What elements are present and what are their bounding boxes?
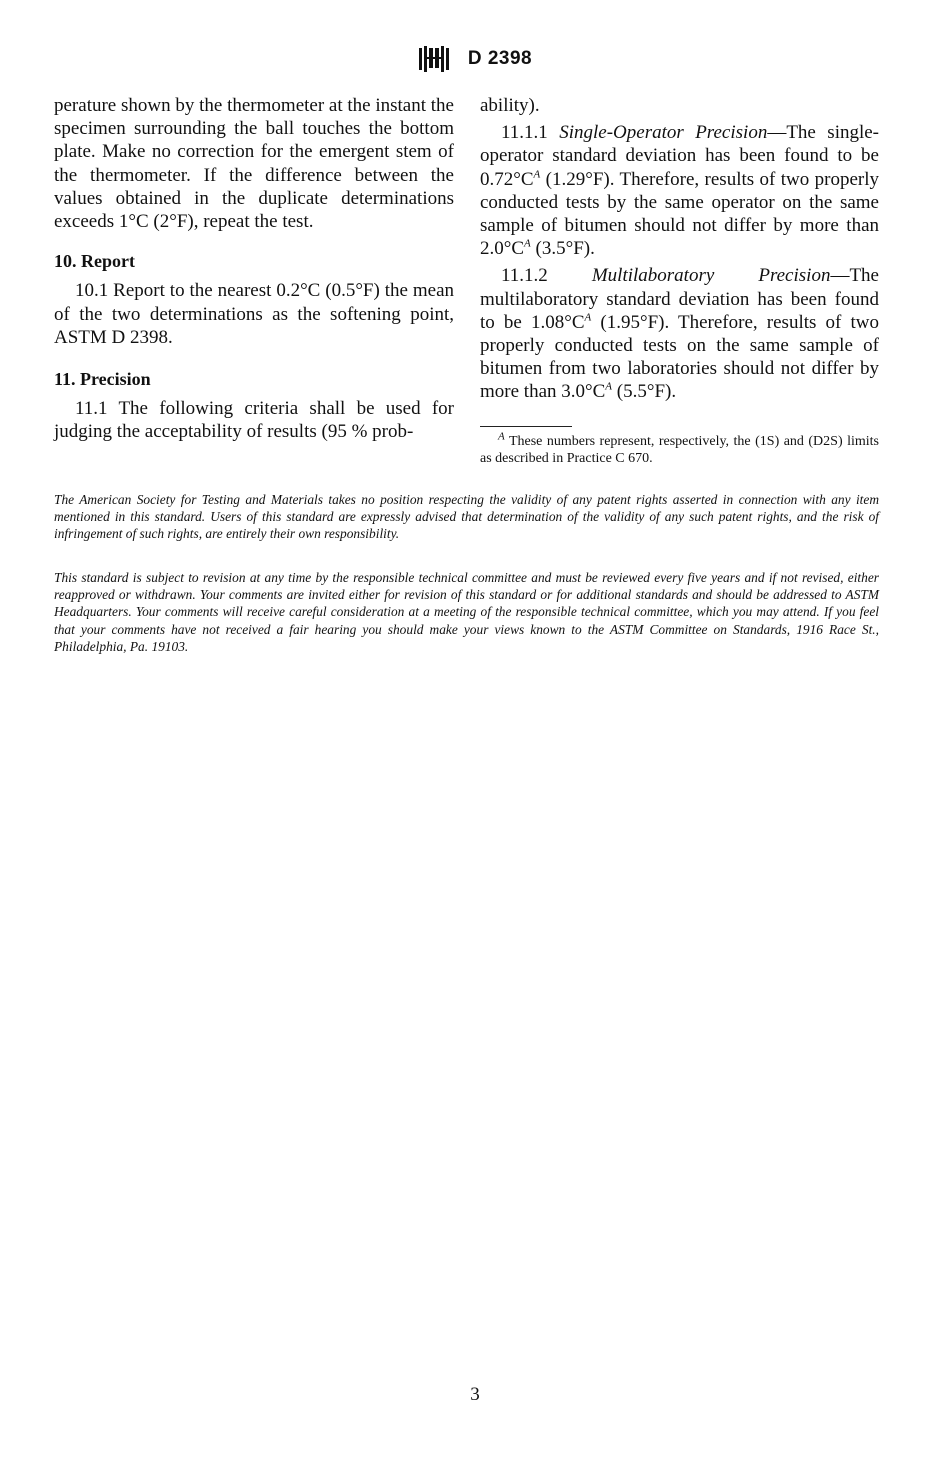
revision-notice <box>54 569 879 655</box>
paragraph-text: (1.95°F). Therefore, results of two properly conducted tests on the same sample of bitumen from two laboratories should not differ by more than 3.0°C <box>480 311 879 403</box>
paragraph-11-1: 11.1 The following criteria shall be used for judging the acceptability of results (95 % prob- <box>54 398 454 443</box>
paragraph-11-1-1 <box>480 121 879 260</box>
footnote-ref: A <box>605 381 613 394</box>
paragraph-title: Single-Operator Precision <box>559 122 768 144</box>
footnote <box>480 429 879 467</box>
paragraph-11-1-2 <box>480 264 879 403</box>
footnote-ref: A <box>584 311 592 324</box>
footnote-ref: A <box>524 237 531 250</box>
patent-notice <box>54 491 879 543</box>
right-column <box>480 94 879 467</box>
paragraph-text: (3.5°F). <box>530 238 595 260</box>
paragraph-text: (5.5°F). <box>612 381 677 403</box>
page-header <box>0 46 950 72</box>
paragraph-text: (1.29°F). Therefore, results of two properly conducted tests by the same operator on the same sample of bitumen should not differ by more than 2.0°C <box>480 168 879 260</box>
paragraph-continued: ability). <box>480 95 540 116</box>
astm-logo-icon <box>418 46 452 72</box>
paragraph-10-1: 10.1 Report to the nearest 0.2°C (0.5°F) the mean of the two determinations as the softening point, ASTM D 2398. <box>54 280 454 348</box>
footnote-text: These numbers represent, respectively, the (1S) and (D2S) limits as described in Practice C 670. <box>480 433 879 466</box>
paragraph-number: 11.1.1 <box>501 122 548 144</box>
paragraph-continued: perature shown by the thermometer at the instant the specimen surrounding the ball touches the bottom plate. Make no correction for the emergent stem of the thermometer. If the difference between the values obtained in the duplicate determinations exceeds 1°C (2°F), repeat the test. <box>54 95 454 233</box>
footnote-ref: A <box>533 168 541 181</box>
paragraph-text: —The multilaboratory standard deviation has been found to be 1.08°C <box>480 265 879 333</box>
standard-designation: D 2398 <box>467 48 533 69</box>
section-heading-precision: 11. Precision <box>54 369 151 390</box>
paragraph-title: Multilaboratory Precision <box>591 265 831 287</box>
revision-notice-text: This standard is subject to revision at any time by the responsible technical committee and must be reviewed every five years and if not revised, either reapproved or withdrawn. Your comments are invited either for revision of this standard or for additional standards and should be addressed to ASTM Headquarters. Your comments will receive careful consideration at a meeting of the responsible technical committee, which you may attend. If you feel that your comments have not received a fair hearing you should make your views known to the ASTM Committee on Standards, 1916 Race St., Philadelphia, Pa. 19103. <box>54 570 879 654</box>
paragraph-number: 11.1.2 <box>501 265 548 287</box>
paragraph-text: —The single-operator standard deviation has been found to be 0.72°C <box>480 122 880 190</box>
page-number: 3 <box>470 1384 480 1405</box>
patent-notice-text: The American Society for Testing and Materials takes no position respecting the validity of any patent rights asserted in connection with any item mentioned in this standard. Users of this standard are expressly advised that determination of the validity of any such patent rights, and the risk of infringement of such rights, are entirely their own responsibility. <box>54 492 879 542</box>
footnote-marker: A <box>498 429 505 442</box>
footnote-divider <box>480 426 572 427</box>
section-heading-report: 10. Report <box>54 251 135 272</box>
left-column <box>54 94 454 444</box>
